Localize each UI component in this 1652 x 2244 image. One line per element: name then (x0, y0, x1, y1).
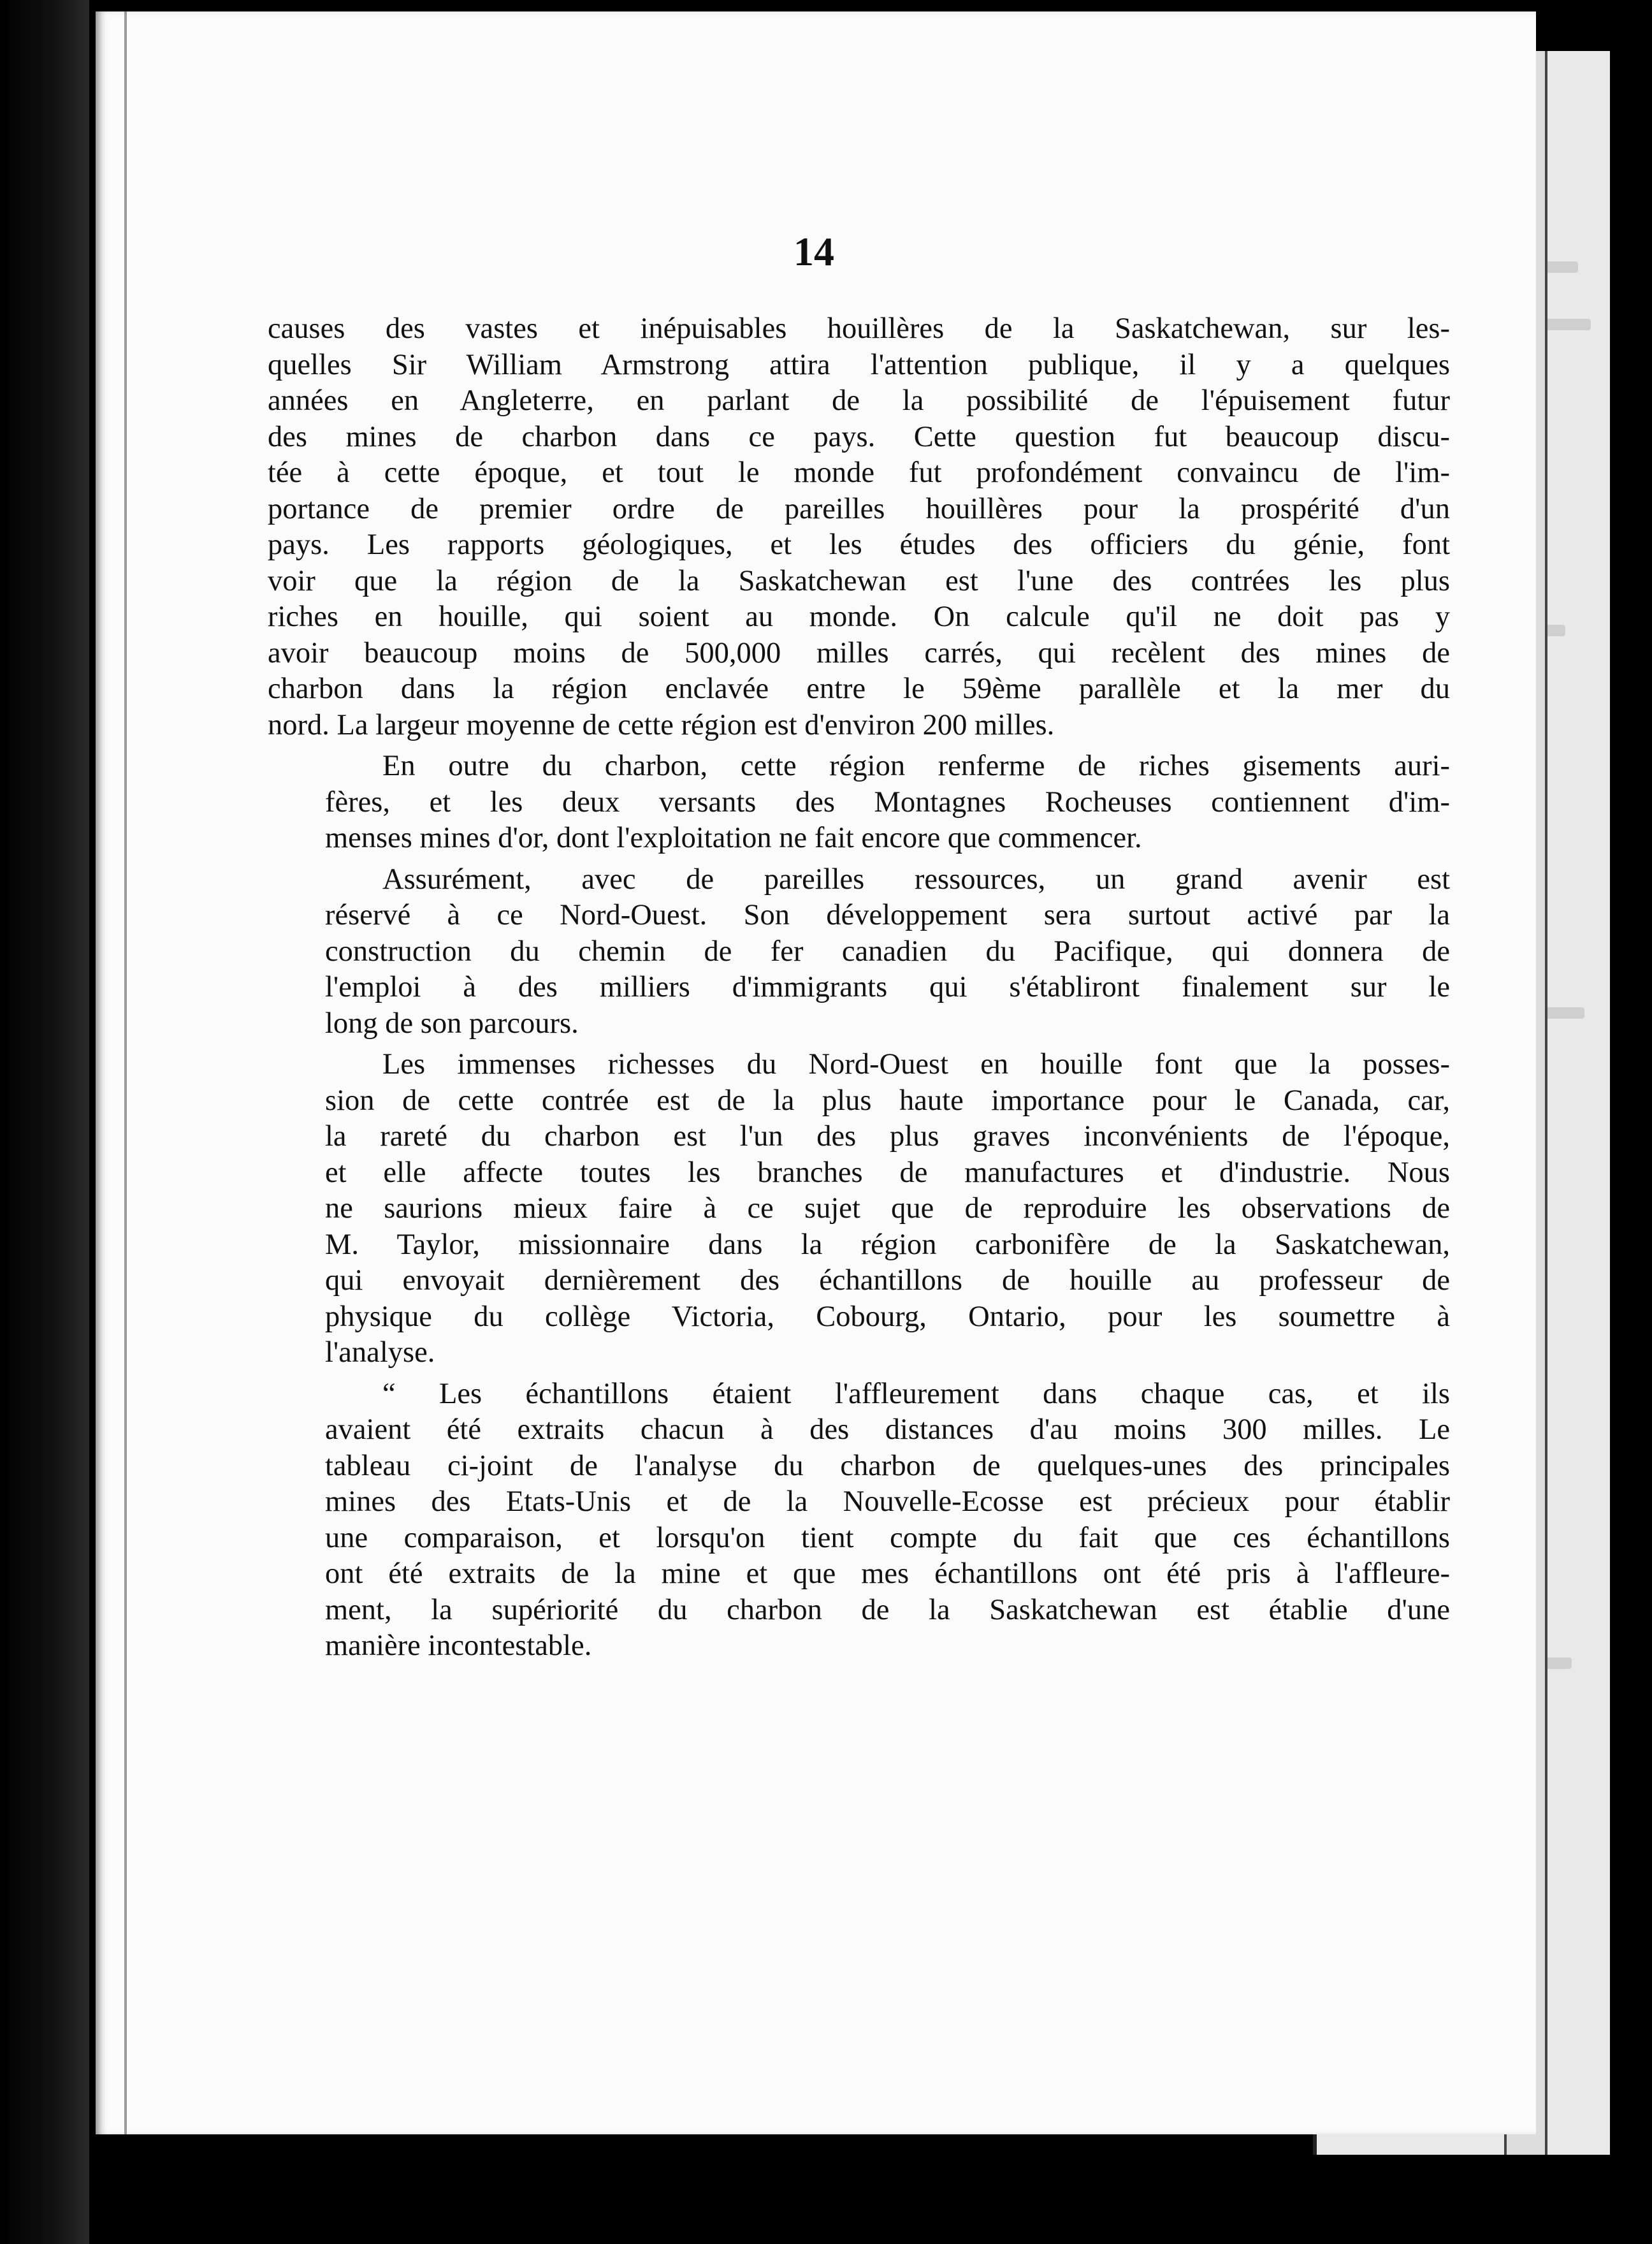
text-line: menses mines d'or, dont l'exploitation ne fait encore que commencer. (325, 822, 1142, 854)
text-line: portance de premier ordre de pareilles houillères pour la prospérité d'un (268, 492, 1450, 525)
text-line: manière incontestable. (325, 1629, 592, 1662)
text-line: riches en houille, qui soient au monde. On calcule qu'il ne doit pas y (268, 601, 1450, 633)
text-line: long de son parcours. (325, 1007, 579, 1040)
text-line: M. Taylor, missionnaire dans la région carbonifère de la Saskatchewan, (325, 1228, 1450, 1261)
text-line: physique du collège Victoria, Cobourg, Ontario, pour les soumettre à (325, 1300, 1450, 1333)
text-line: Les immenses richesses du Nord-Ouest en houille font que la posses- (382, 1048, 1450, 1081)
text-line: charbon dans la région enclavée entre le 59ème parallèle et la mer du (268, 673, 1450, 705)
text-line: des mines de charbon dans ce pays. Cette question fut beaucoup discu- (268, 420, 1450, 453)
text-line: tableau ci-joint de l'analyse du charbon de quelques-unes des principales (325, 1449, 1450, 1482)
page-number: 14 (793, 229, 834, 274)
paragraph (268, 1376, 1450, 1665)
text-line: pays. Les rapports géologiques, et les études des officiers du génie, font (268, 528, 1450, 561)
text-line: ont été extraits de la mine et que mes échantillons ont été pris à l'affleure- (325, 1557, 1450, 1590)
text-line: sion de cette contrée est de la plus haute importance pour le Canada, car, (325, 1084, 1450, 1117)
page-gutter-line (124, 11, 127, 2134)
text-line: la rareté du charbon est l'un des plus graves inconvénients de l'époque, (325, 1120, 1450, 1153)
text-line: et elle affecte toutes les branches de manufactures et d'industrie. Nous (325, 1156, 1450, 1189)
scan-binding-edge (0, 0, 89, 2244)
text-line: l'analyse. (325, 1336, 435, 1369)
text-line: nord. La largeur moyenne de cette région est d'environ 200 milles. (268, 708, 1055, 741)
paragraph (268, 748, 1450, 857)
text-line: voir que la région de la Saskatchewan est l'une des contrées les plus (268, 564, 1450, 597)
body-text (268, 311, 1450, 1670)
text-line: années en Angleterre, en parlant de la possibilité de l'épuisement futur (268, 384, 1450, 417)
text-line: “ Les échantillons étaient l'affleurement dans chaque cas, et ils (382, 1377, 1450, 1410)
text-line: causes des vastes et inépuisables houillères de la Saskatchewan, sur les- (268, 312, 1450, 345)
text-line: quelles Sir William Armstrong attira l'attention publique, il y a quelques (268, 348, 1450, 381)
text-line: réservé à ce Nord-Ouest. Son développement sera surtout activé par la (325, 899, 1450, 931)
text-line: qui envoyait dernièrement des échantillons de houille au professeur de (325, 1264, 1450, 1297)
text-line: ne saurions mieux faire à ce sujet que de reproduire les observations de (325, 1192, 1450, 1225)
text-line: fères, et les deux versants des Montagnes Rocheuses contiennent d'im- (325, 785, 1450, 819)
text-line: mines des Etats-Unis et de la Nouvelle-Ecosse est précieux pour établir (325, 1485, 1450, 1518)
text-line: ment, la supériorité du charbon de la Saskatchewan est établie d'une (325, 1593, 1450, 1626)
text-line: construction du chemin de fer canadien du Pacifique, qui donnera de (325, 935, 1450, 968)
text-line: tée à cette époque, et tout le monde fut profondément convaincu de l'im- (268, 456, 1450, 489)
text-line: une comparaison, et lorsqu'on tient compte du fait que ces échantillons (325, 1521, 1450, 1554)
paragraph (268, 862, 1450, 1042)
text-line: Assurément, avec de pareilles ressources, un grand avenir est (382, 863, 1450, 896)
text-line: l'emploi à des milliers d'immigrants qui s'établiront finalement sur le (325, 971, 1450, 1003)
text-line: En outre du charbon, cette région renferme de riches gisements auri- (382, 750, 1450, 782)
text-line: avoir beaucoup moins de 500,000 milles carrés, qui recèlent des mines de (268, 636, 1450, 669)
text-line: avaient été extraits chacun à des distances d'au moins 300 milles. Le (325, 1413, 1450, 1446)
paragraph (268, 311, 1450, 743)
paragraph (268, 1047, 1450, 1371)
document-page (96, 11, 1536, 2134)
